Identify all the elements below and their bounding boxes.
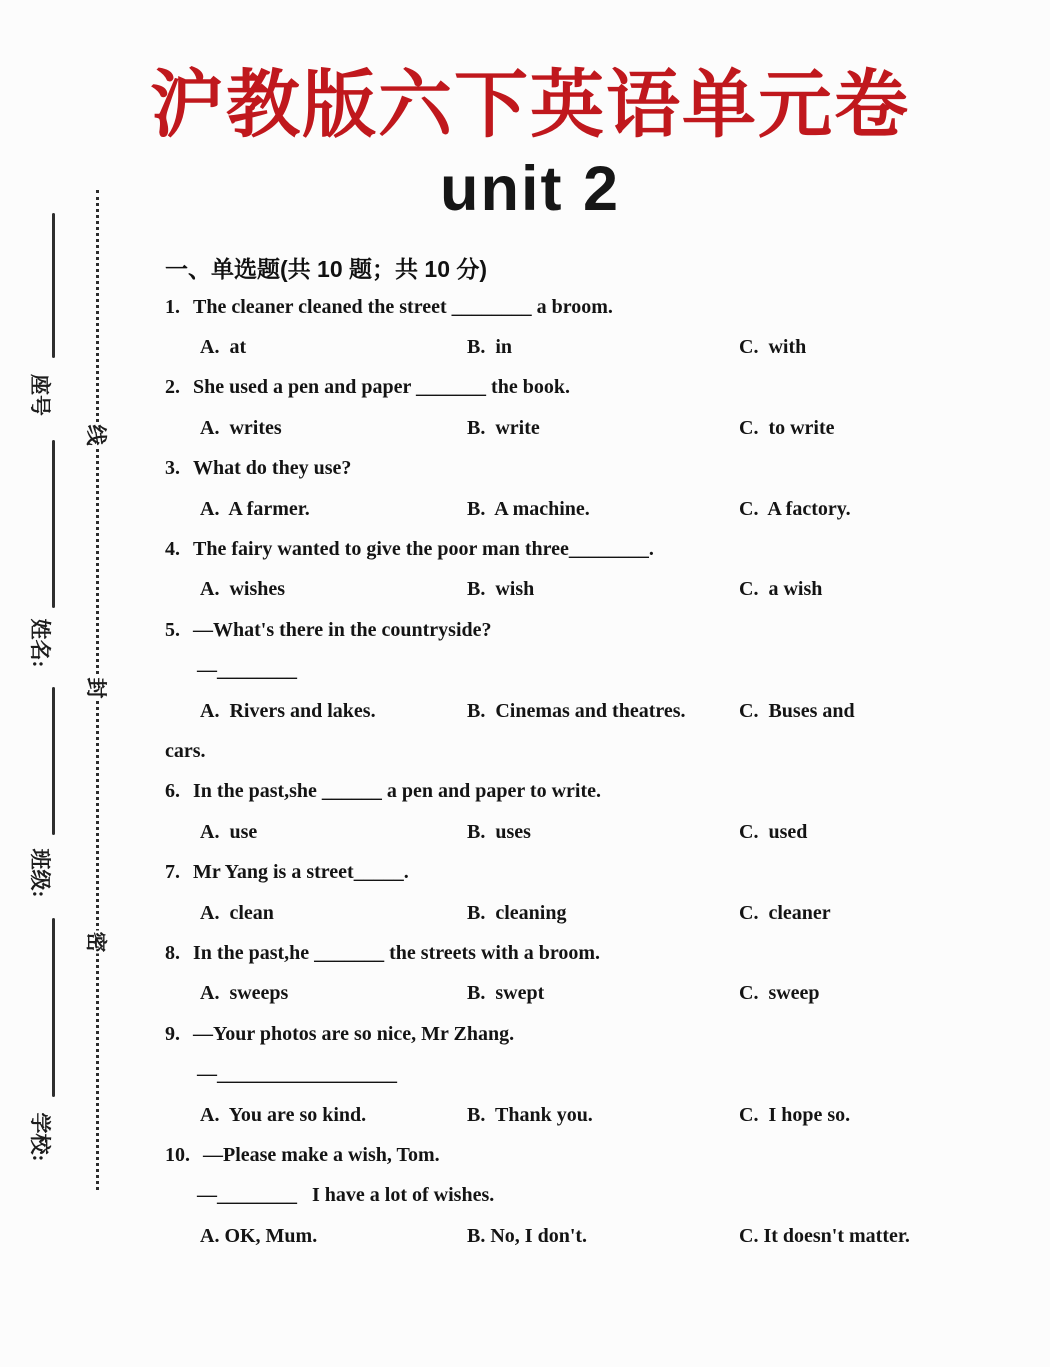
- question-number: 9.: [165, 1022, 180, 1045]
- option-c: C. I hope so.: [739, 1103, 851, 1126]
- option-c: C. with: [739, 336, 807, 359]
- option-b: B. uses: [467, 820, 531, 843]
- answer-blank-line: —__________________: [197, 1063, 397, 1086]
- margin-line-segment: [52, 213, 55, 358]
- school-label: 学校:: [28, 1112, 52, 1162]
- option-b: B. Thank you.: [467, 1103, 593, 1126]
- question-number: 7.: [165, 861, 180, 884]
- section-heading: 一、单选题(共 10 题；共 10 分): [165, 256, 488, 282]
- margin-line-segment: [52, 918, 55, 1097]
- title-block: [50, 62, 1010, 224]
- question-number: 6.: [165, 780, 180, 803]
- option-b: B. write: [467, 416, 540, 439]
- question-6: [165, 772, 1020, 853]
- question-1: [165, 287, 1020, 368]
- option-b: B. swept: [467, 982, 545, 1005]
- option-c: C. cleaner: [739, 901, 831, 924]
- question-number: 8.: [165, 941, 180, 964]
- class-label: 班级:: [28, 848, 52, 898]
- question-stem: In the past,she ______ a pen and paper to write.: [193, 780, 601, 803]
- question-stem: —What's there in the countryside?: [193, 618, 492, 641]
- seal-char-feng: 封: [78, 677, 116, 700]
- question-stem: The fairy wanted to give the poor man three________.: [193, 538, 654, 561]
- page-title: 沪教版六下英语单元卷: [150, 63, 910, 146]
- question-5: [165, 610, 1020, 772]
- question-2: [165, 368, 1020, 449]
- option-a: A. writes: [200, 416, 282, 439]
- option-a: A. use: [200, 820, 258, 843]
- option-c: C. used: [739, 820, 808, 843]
- question-number: 10.: [165, 1143, 190, 1166]
- question-number: 4.: [165, 538, 180, 561]
- option-a: A. sweeps: [200, 982, 289, 1005]
- question-3: [165, 449, 1020, 530]
- margin-line-segment: [52, 440, 55, 608]
- question-stem: In the past,he _______ the streets with a broom.: [193, 941, 601, 964]
- answer-blank-line: —________ I have a lot of wishes.: [197, 1184, 495, 1207]
- margin-line-segment: [52, 687, 55, 835]
- option-b: B. Cinemas and theatres.: [467, 699, 686, 722]
- unit-subtitle: unit 2: [440, 154, 620, 225]
- option-a: A. OK, Mum.: [200, 1224, 318, 1247]
- option-c: C. sweep: [739, 982, 820, 1005]
- question-number: 5.: [165, 618, 180, 641]
- question-stem: Mr Yang is a street_____.: [193, 861, 409, 884]
- option-b: B. No, I don't.: [467, 1224, 588, 1247]
- question-number: 2.: [165, 376, 180, 399]
- option-c: C. Buses and: [739, 699, 855, 722]
- option-c: C. a wish: [739, 578, 823, 601]
- question-stem: —Your photos are so nice, Mr Zhang.: [193, 1022, 515, 1045]
- question-stem: The cleaner cleaned the street ________ a broom.: [193, 295, 613, 318]
- option-c-overflow: cars.: [165, 739, 206, 762]
- seat-number-label: 座号: [28, 374, 52, 416]
- option-c: C. to write: [739, 416, 835, 439]
- question-stem: She used a pen and paper _______ the book.: [193, 376, 570, 399]
- option-a: A. Rivers and lakes.: [200, 699, 376, 722]
- option-c: C. It doesn't matter.: [739, 1224, 910, 1247]
- option-a: A. You are so kind.: [200, 1103, 367, 1126]
- seal-char-mi: 密: [78, 931, 116, 954]
- answer-blank-line: —________: [197, 659, 297, 682]
- question-7: [165, 852, 1020, 933]
- question-stem: What do they use?: [193, 457, 352, 480]
- option-a: A. at: [200, 336, 247, 359]
- student-name-label: 姓名:: [28, 618, 52, 668]
- option-b: B. in: [467, 336, 513, 359]
- question-8: [165, 933, 1020, 1014]
- option-b: B. cleaning: [467, 901, 567, 924]
- option-a: A. clean: [200, 901, 274, 924]
- option-a: A. wishes: [200, 578, 286, 601]
- question-number: 1.: [165, 295, 180, 318]
- question-stem: —Please make a wish, Tom.: [203, 1143, 440, 1166]
- question-9: [165, 1014, 1020, 1135]
- question-10: [165, 1135, 1020, 1256]
- option-a: A. A farmer.: [200, 497, 310, 520]
- option-b: B. wish: [467, 578, 535, 601]
- question-number: 3.: [165, 457, 180, 480]
- question-list: [165, 287, 1020, 1256]
- seal-char-line: 线: [78, 424, 116, 447]
- option-b: B. A machine.: [467, 497, 590, 520]
- question-4: [165, 529, 1020, 610]
- option-c: C. A factory.: [739, 497, 851, 520]
